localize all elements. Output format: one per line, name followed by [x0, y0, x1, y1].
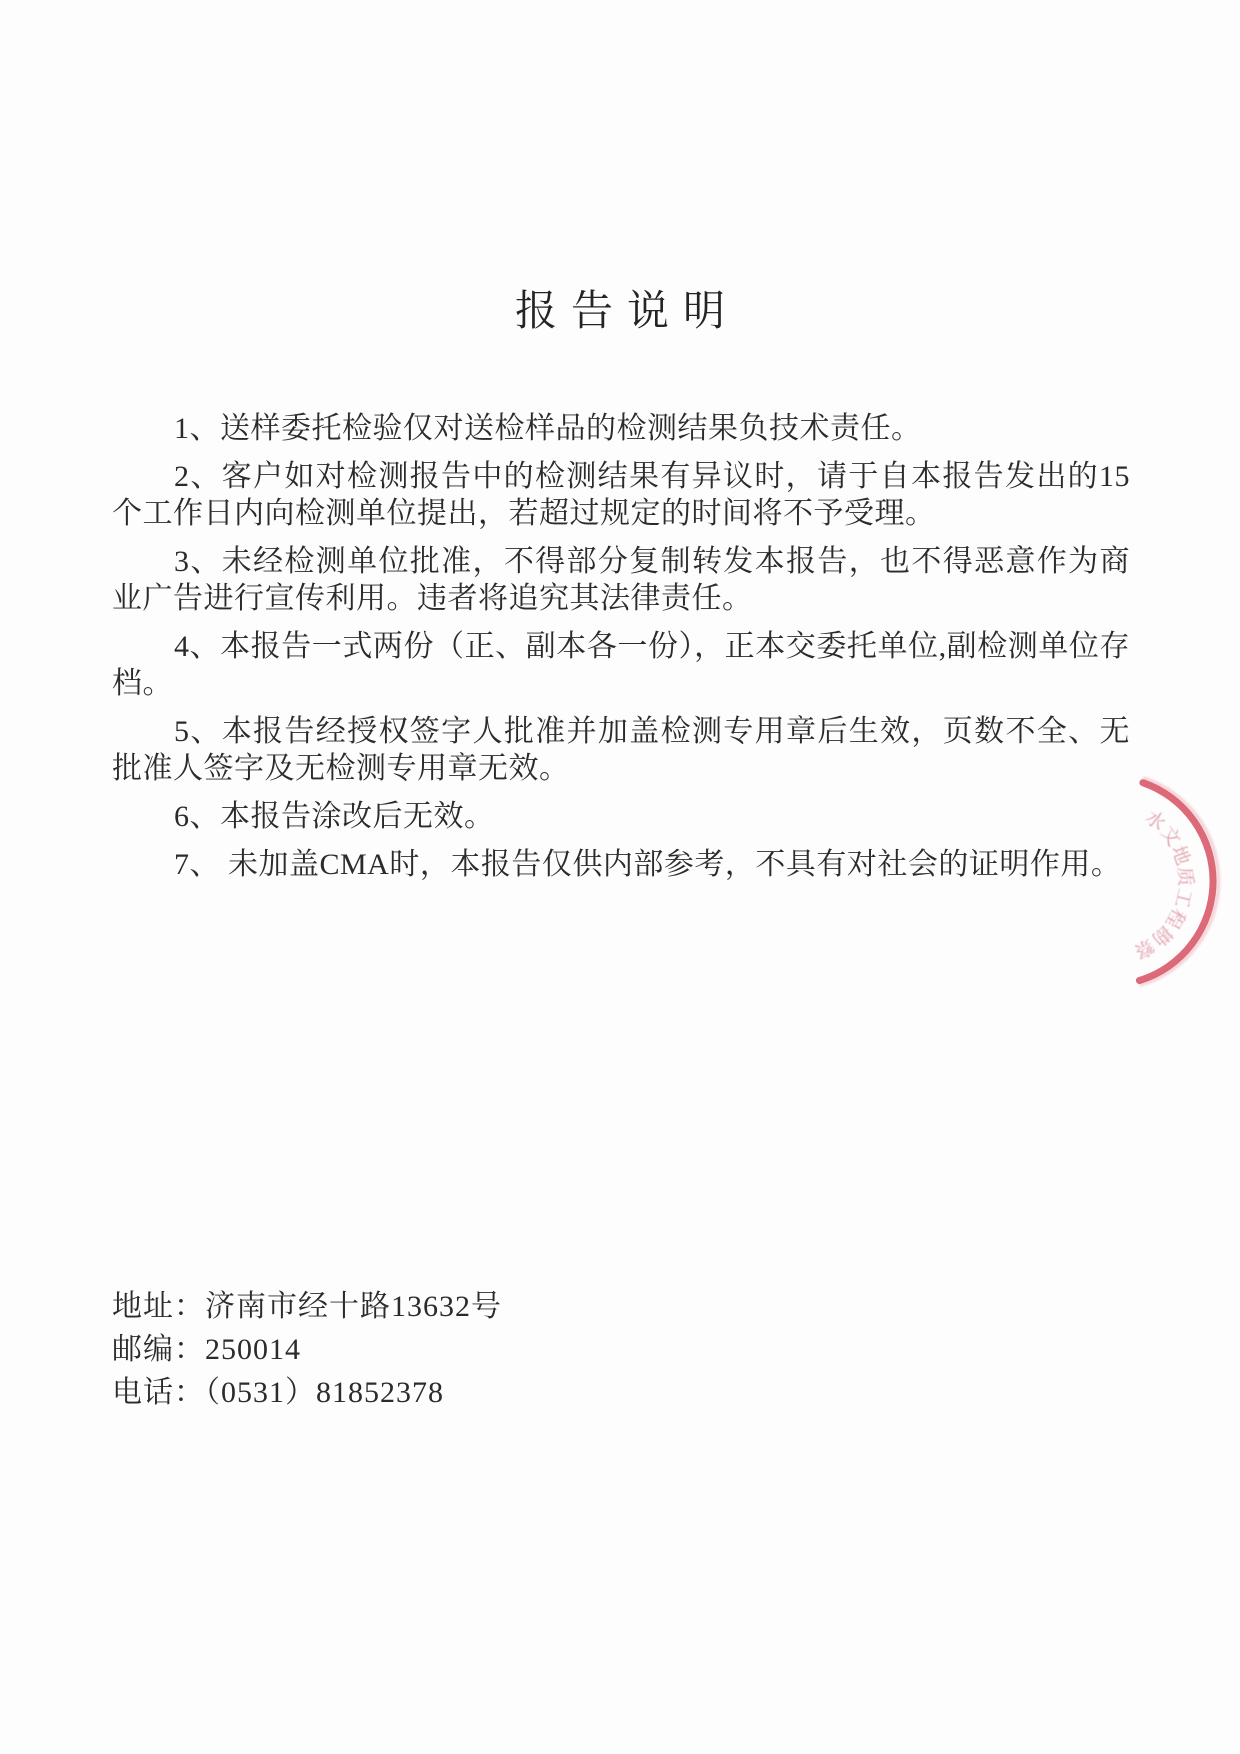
address-line: 地址：济南市经十路13632号: [112, 1290, 502, 1323]
postcode-line: 邮编：250014: [112, 1333, 301, 1366]
note-item-7: 7、 未加盖CMA时，本报告仅供内部参考，不具有对社会的证明作用。: [174, 848, 1122, 881]
contact-block: [112, 1285, 502, 1414]
seal-text: 水文地质工程勘察: [1129, 806, 1196, 962]
page-title: 报告说明: [514, 289, 739, 336]
notes-section: [112, 410, 1130, 894]
seal-border-arc: [1139, 783, 1213, 981]
note-item-4: 4、本报告一式两份（正、副本各一份），正本交委托单位,副检测单位存档。: [112, 630, 1130, 700]
note-item-5: 5、本报告经授权签字人批准并加盖检测专用章后生效，页数不全、无批准人签字及无检测专用章无效。: [112, 715, 1130, 785]
note-item-2: 2、客户如对检测报告中的检测结果有异议时，请于自本报告发出的15个工作日内向检测单位提出，若超过规定的时间将不予受理。: [112, 460, 1130, 530]
note-item-6: 6、本报告涂改后无效。: [174, 800, 495, 833]
note-item-1: 1、送样委托检验仅对送检样品的检测结果负技术责任。: [174, 412, 922, 445]
seal-halo-arc: [1141, 779, 1218, 985]
seal-text-group: [1130, 806, 1196, 963]
note-item-3: 3、未经检测单位批准，不得部分复制转发本报告，也不得恶意作为商业广告进行宣传利用。违者将追究其法律责任。: [112, 545, 1130, 615]
phone-line: 电话：（0531）81852378: [112, 1376, 444, 1409]
